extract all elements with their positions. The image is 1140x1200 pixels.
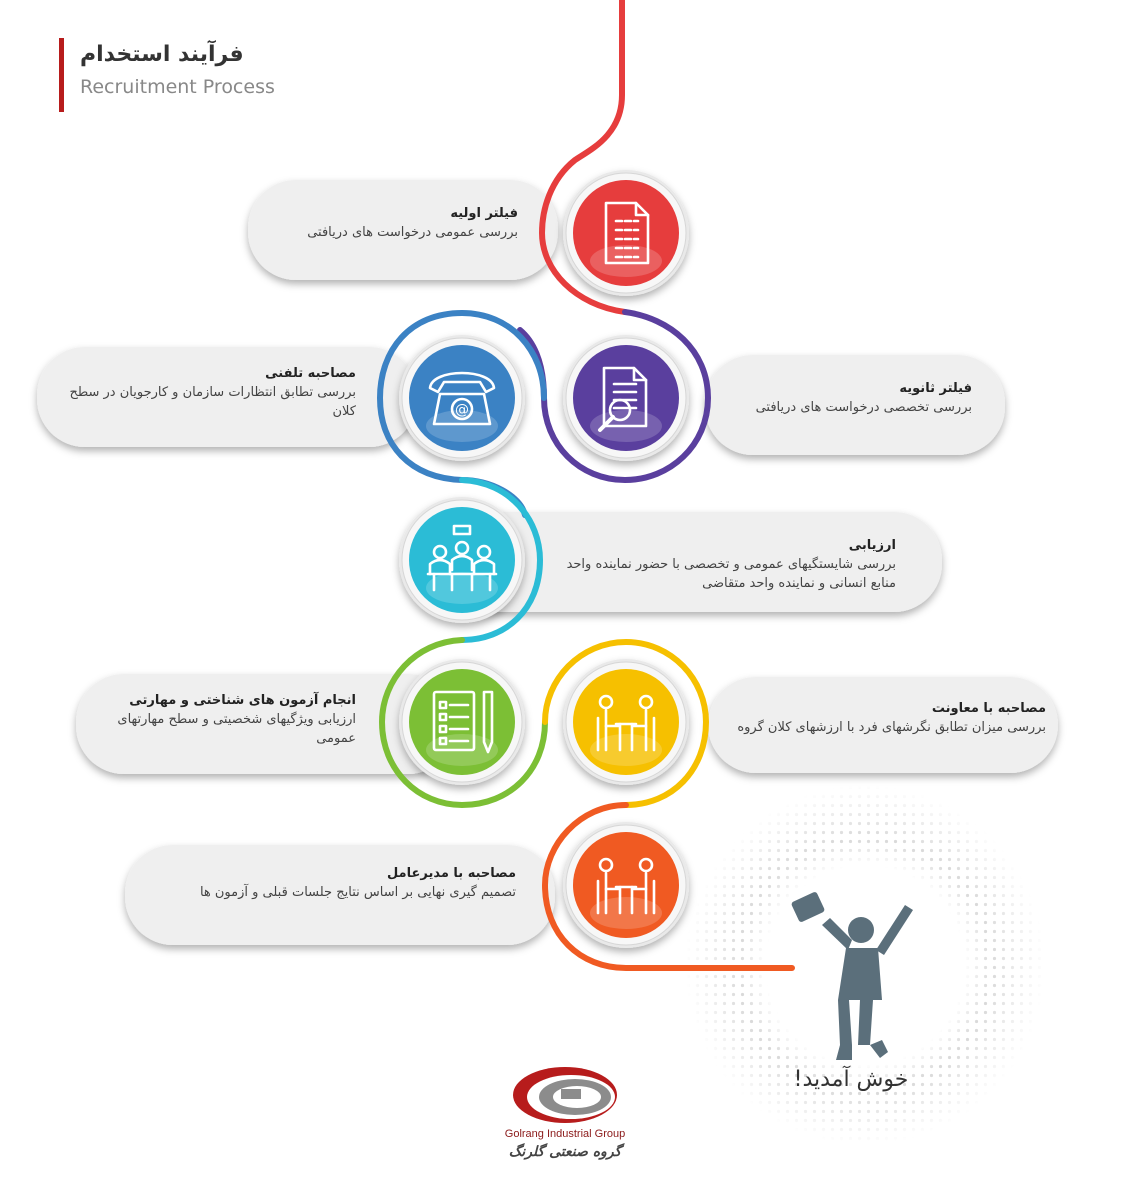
- step-circle-7: [563, 822, 689, 948]
- step-text-7: [150, 865, 516, 902]
- step-text-4: [560, 537, 896, 593]
- step-description: بررسی تخصصی درخواست های دریافتی: [755, 400, 972, 415]
- step-circle-1: [563, 170, 689, 296]
- step-title: مصاحبه تلفنی: [265, 366, 356, 381]
- step-circle-3: [399, 335, 525, 461]
- step-title: ارزیابی: [848, 538, 896, 553]
- step-description: بررسی شایستگیهای عمومی و تخصصی با حضور نماینده واحد منابع انسانی و نماینده واحد متقاضی: [566, 557, 896, 591]
- logo-name-fa: گروه صنعتی گلرنگ: [508, 1144, 622, 1160]
- page-title: فرآیند استخدام: [80, 42, 244, 67]
- step-circle-2: [563, 335, 689, 461]
- step-text-3: [60, 365, 356, 421]
- step-title: فیلتر ثانویه: [899, 381, 972, 396]
- step-circle-4: [399, 497, 525, 623]
- page-subtitle: Recruitment Process: [80, 76, 275, 98]
- step-description: ارزیابی ویژگیهای شخصیتی و سطح مهارتهای عمومی: [117, 712, 356, 746]
- step-circle-5: [563, 659, 689, 785]
- step-description: تصمیم گیری نهایی بر اساس نتایج جلسات قبلی و آزمون ها: [199, 885, 516, 900]
- svg-text:@: @: [455, 402, 469, 418]
- step-text-5: [720, 700, 1046, 737]
- step-title: انجام آزمون های شناختی و مهارتی: [129, 693, 356, 708]
- welcome-message: خوش آمدید!: [793, 1067, 909, 1092]
- step-text-6: [100, 692, 356, 748]
- logo-name-en: Golrang Industrial Group: [504, 1128, 626, 1140]
- step-text-1: [280, 205, 518, 242]
- step-description: بررسی میزان تطابق نگرشهای فرد با ارزشهای کلان گروه: [737, 720, 1046, 735]
- golrang-logo: [513, 1067, 617, 1123]
- step-title: مصاحبه با مدیرعامل: [386, 866, 516, 881]
- step-title: فیلتر اولیه: [450, 206, 518, 221]
- step-title: مصاحبه با معاونت: [931, 701, 1046, 716]
- step-description: بررسی تطابق انتظارات سازمان و کارجویان در سطح کلان: [69, 385, 356, 419]
- step-text-2: [720, 380, 972, 417]
- step-description: بررسی عمومی درخواست های دریافتی: [307, 225, 518, 240]
- step-circle-6: [399, 659, 525, 785]
